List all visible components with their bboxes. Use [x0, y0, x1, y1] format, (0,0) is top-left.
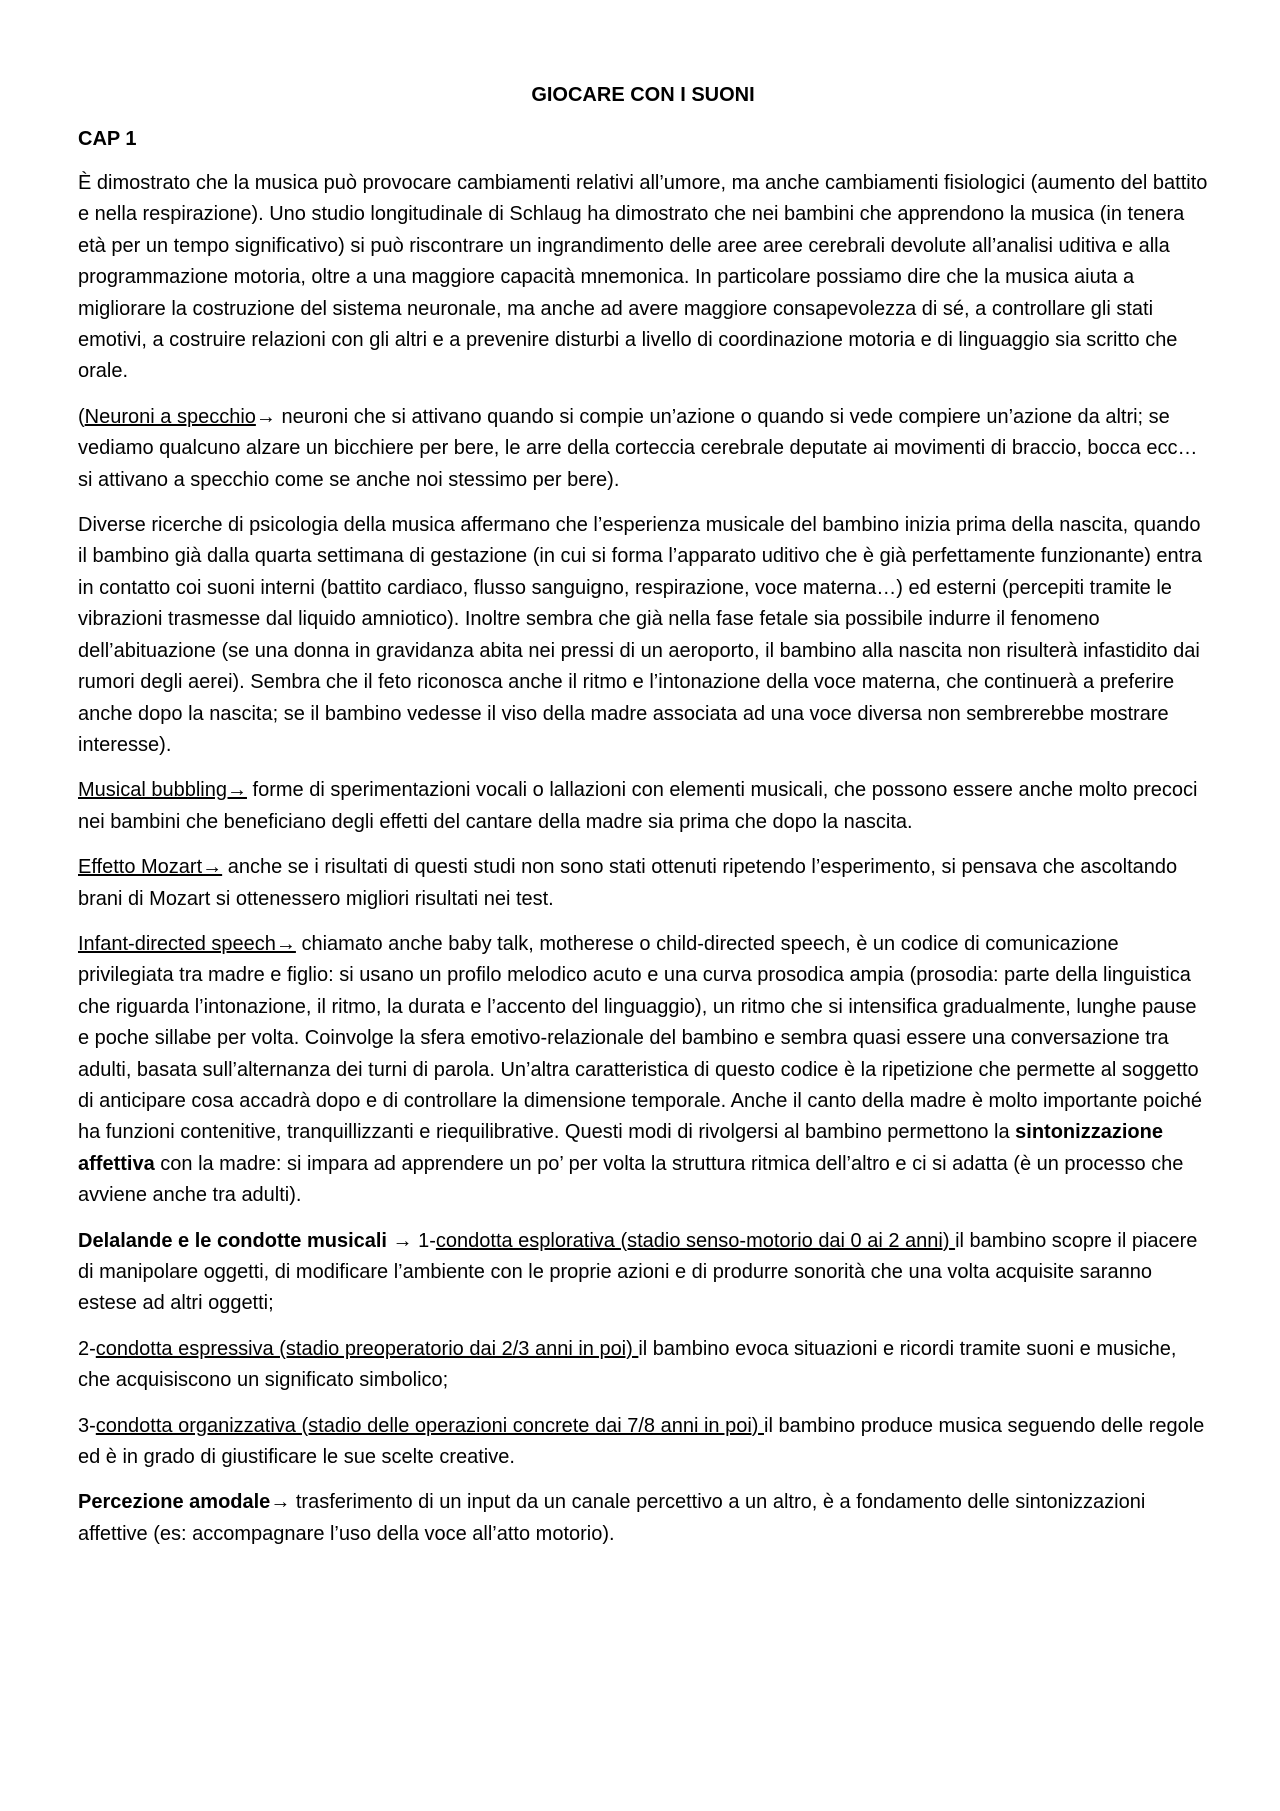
- paragraph-delalande-conduct-3: [78, 1411, 1208, 1474]
- paragraph-music-effects: È dimostrato che la musica può provocare cambiamenti relativi all’umore, ma anche cambiamenti fisiologici (aumento del battito e nella respirazione). Uno studio longitudinale di Schlaug ha dimostrato che nei bambini che apprendono la musica (in tenera età per un tempo significativo) si può riscontrare un ingrandimento delle aree aree cerebrali devolute all’analisi uditiva e alla programmazione motoria, oltre a una maggiore capacità mnemonica. In particolare possiamo dire che la musica aiuta a migliorare la costruzione del sistema neuronale, ma anche ad avere maggiore consapevolezza di sé, a controllare gli stati emotivi, a costruire relazioni con gli altri e a prevenire disturbi a livello di coordinazione motoria e di linguaggio sia scritto che orale.: [78, 172, 1208, 383]
- definition-text-end: con la madre: si impara ad apprendere un po’ per volta la struttura ritmica dell’altro e ci si adatta (è un processo che avviene anche tra adulti).: [78, 1152, 1184, 1207]
- bold-term-amodal-perception: Percezione amodale: [78, 1491, 271, 1514]
- chapter-heading: CAP 1: [78, 128, 137, 150]
- term-exploratory-conduct: condotta esplorativa (stadio senso-motorio dai 0 ai 2 anni): [435, 1229, 956, 1252]
- paragraph-amodal-perception: [78, 1487, 1208, 1550]
- paragraph-infant-directed-speech: [78, 929, 1208, 1212]
- bold-term-delalande: Delalande e le condotte musicali: [78, 1229, 387, 1252]
- term-mirror-neurons: Neuroni a specchio: [84, 405, 256, 428]
- document-title: GIOCARE CON I SUONI: [531, 84, 755, 106]
- definition-text: il bambino scopre il piacere di manipolare oggetti, di modificare l’ambiente con le proprie azioni e di produrre sonorità che una volta acquisite saranno estese ad altri oggetti;: [78, 1229, 1198, 1315]
- definition-text: forme di sperimentazioni vocali o lallazioni con elementi musicali, che possono essere anche molto precoci nei bambini che beneficiano degli effetti del cantare della madre sia prima che dopo la nascita.: [78, 779, 1198, 833]
- definition-text: chiamato anche baby talk, motherese o child-directed speech, è un codice di comunicazione privilegiata tra madre e figlio: si usano un profilo melodico acuto e una curva prosodica ampia (prosodia: parte della linguistica che riguarda l’intonazione, il ritmo, la durata e l’accento del linguaggio), un ritmo che si intensifica gradualmente, lunghe pause e poche sillabe per volta. Coinvolge la sfera emotivo-relazionale del bambino e sembra quasi essere una conversazione tra adulti, basata sull’alternanza dei turni di parola. Un’altra caratteristica di questo codice è la ripetizione che permette al soggetto di anticipare cosa accadrà dopo e di controllare la dimensione temporale. Anche il canto della madre è molto importante poiché ha funzioni contenitive, tranquillizzanti e riequilibrative. Questi modi di rivolgersi al bambino permettono la: [78, 932, 1202, 1144]
- paragraph-mirror-neurons: [78, 402, 1208, 496]
- bold-term-affective-attunement: sintonizzazione affettiva: [78, 1121, 1163, 1175]
- paragraph-delalande-conduct-1: [78, 1226, 1208, 1320]
- list-number: 2-: [78, 1337, 96, 1360]
- list-number: 3-: [78, 1414, 96, 1437]
- definition-text: neuroni che si attivano quando si compie un’azione o quando si vede compiere un’azione da altri; se vediamo qualcuno alzare un bicchiere per bere, le arre della corteccia cerebrale deputate ai movimenti di braccio, bocca ecc… si attivano a specchio come se anche noi stessimo per bere).: [78, 405, 1198, 491]
- term-infant-directed-speech: Infant-directed speech→: [78, 932, 296, 955]
- paragraph-delalande-conduct-2: [78, 1334, 1208, 1397]
- arrow-symbol: →: [255, 405, 276, 428]
- term-organizational-conduct: condotta organizzativa (stadio delle operazioni concrete dai 7/8 anni in poi): [95, 1414, 764, 1437]
- arrow-number: → 1-: [386, 1229, 436, 1252]
- paragraph-musical-bubbling: [78, 775, 1208, 838]
- term-musical-bubbling: Musical bubbling→: [78, 779, 247, 802]
- definition-text: il bambino produce musica seguendo delle regole ed è in grado di giustificare le sue scelte creative.: [78, 1414, 1205, 1469]
- definition-text: → trasferimento di un input da un canale percettivo a un altro, è a fondamento delle sintonizzazioni affettive (es: accompagnare l’uso della voce all’atto motorio).: [78, 1491, 1146, 1545]
- document-page: [78, 80, 1208, 1564]
- term-mozart-effect: Effetto Mozart→: [78, 856, 223, 879]
- paragraph-prenatal-experience: Diverse ricerche di psicologia della musica affermano che l’esperienza musicale del bambino inizia prima della nascita, quando il bambino già dalla quarta settimana di gestazione (in cui si forma l’apparato uditivo che è già perfettamente funzionante) entra in contatto coi suoni interni (battito cardiaco, flusso sanguigno, respirazione, voce materna…) ed esterni (percepiti tramite le vibrazioni trasmesse dal liquido amniotico). Inoltre sembra che già nella fase fetale sia possibile indurre il fenomeno dell’abituazione (se una donna in gravidanza abita nei pressi di un aeroporto, il bambino alla nascita non risulterà infastidito dai rumori degli aerei). Sembra che il feto riconosca anche il ritmo e l’intonazione della voce materna, che continuerà a preferire anche dopo la nascita; se il bambino vedesse il viso della madre associata ad una voce diversa non sembrerebbe mostrare interesse).: [78, 514, 1202, 756]
- paren-open: (: [78, 405, 85, 428]
- paragraph-mozart-effect: [78, 852, 1208, 915]
- definition-text: anche se i risultati di questi studi non sono stati ottenuti ripetendo l’esperimento, si pensava che ascoltando brani di Mozart si ottenessero migliori risultati nei test.: [78, 856, 1178, 910]
- term-expressive-conduct: condotta espressiva (stadio preoperatorio dai 2/3 anni in poi): [95, 1337, 639, 1360]
- definition-text: il bambino evoca situazioni e ricordi tramite suoni e musiche, che acquisiscono un significato simbolico;: [78, 1337, 1177, 1392]
